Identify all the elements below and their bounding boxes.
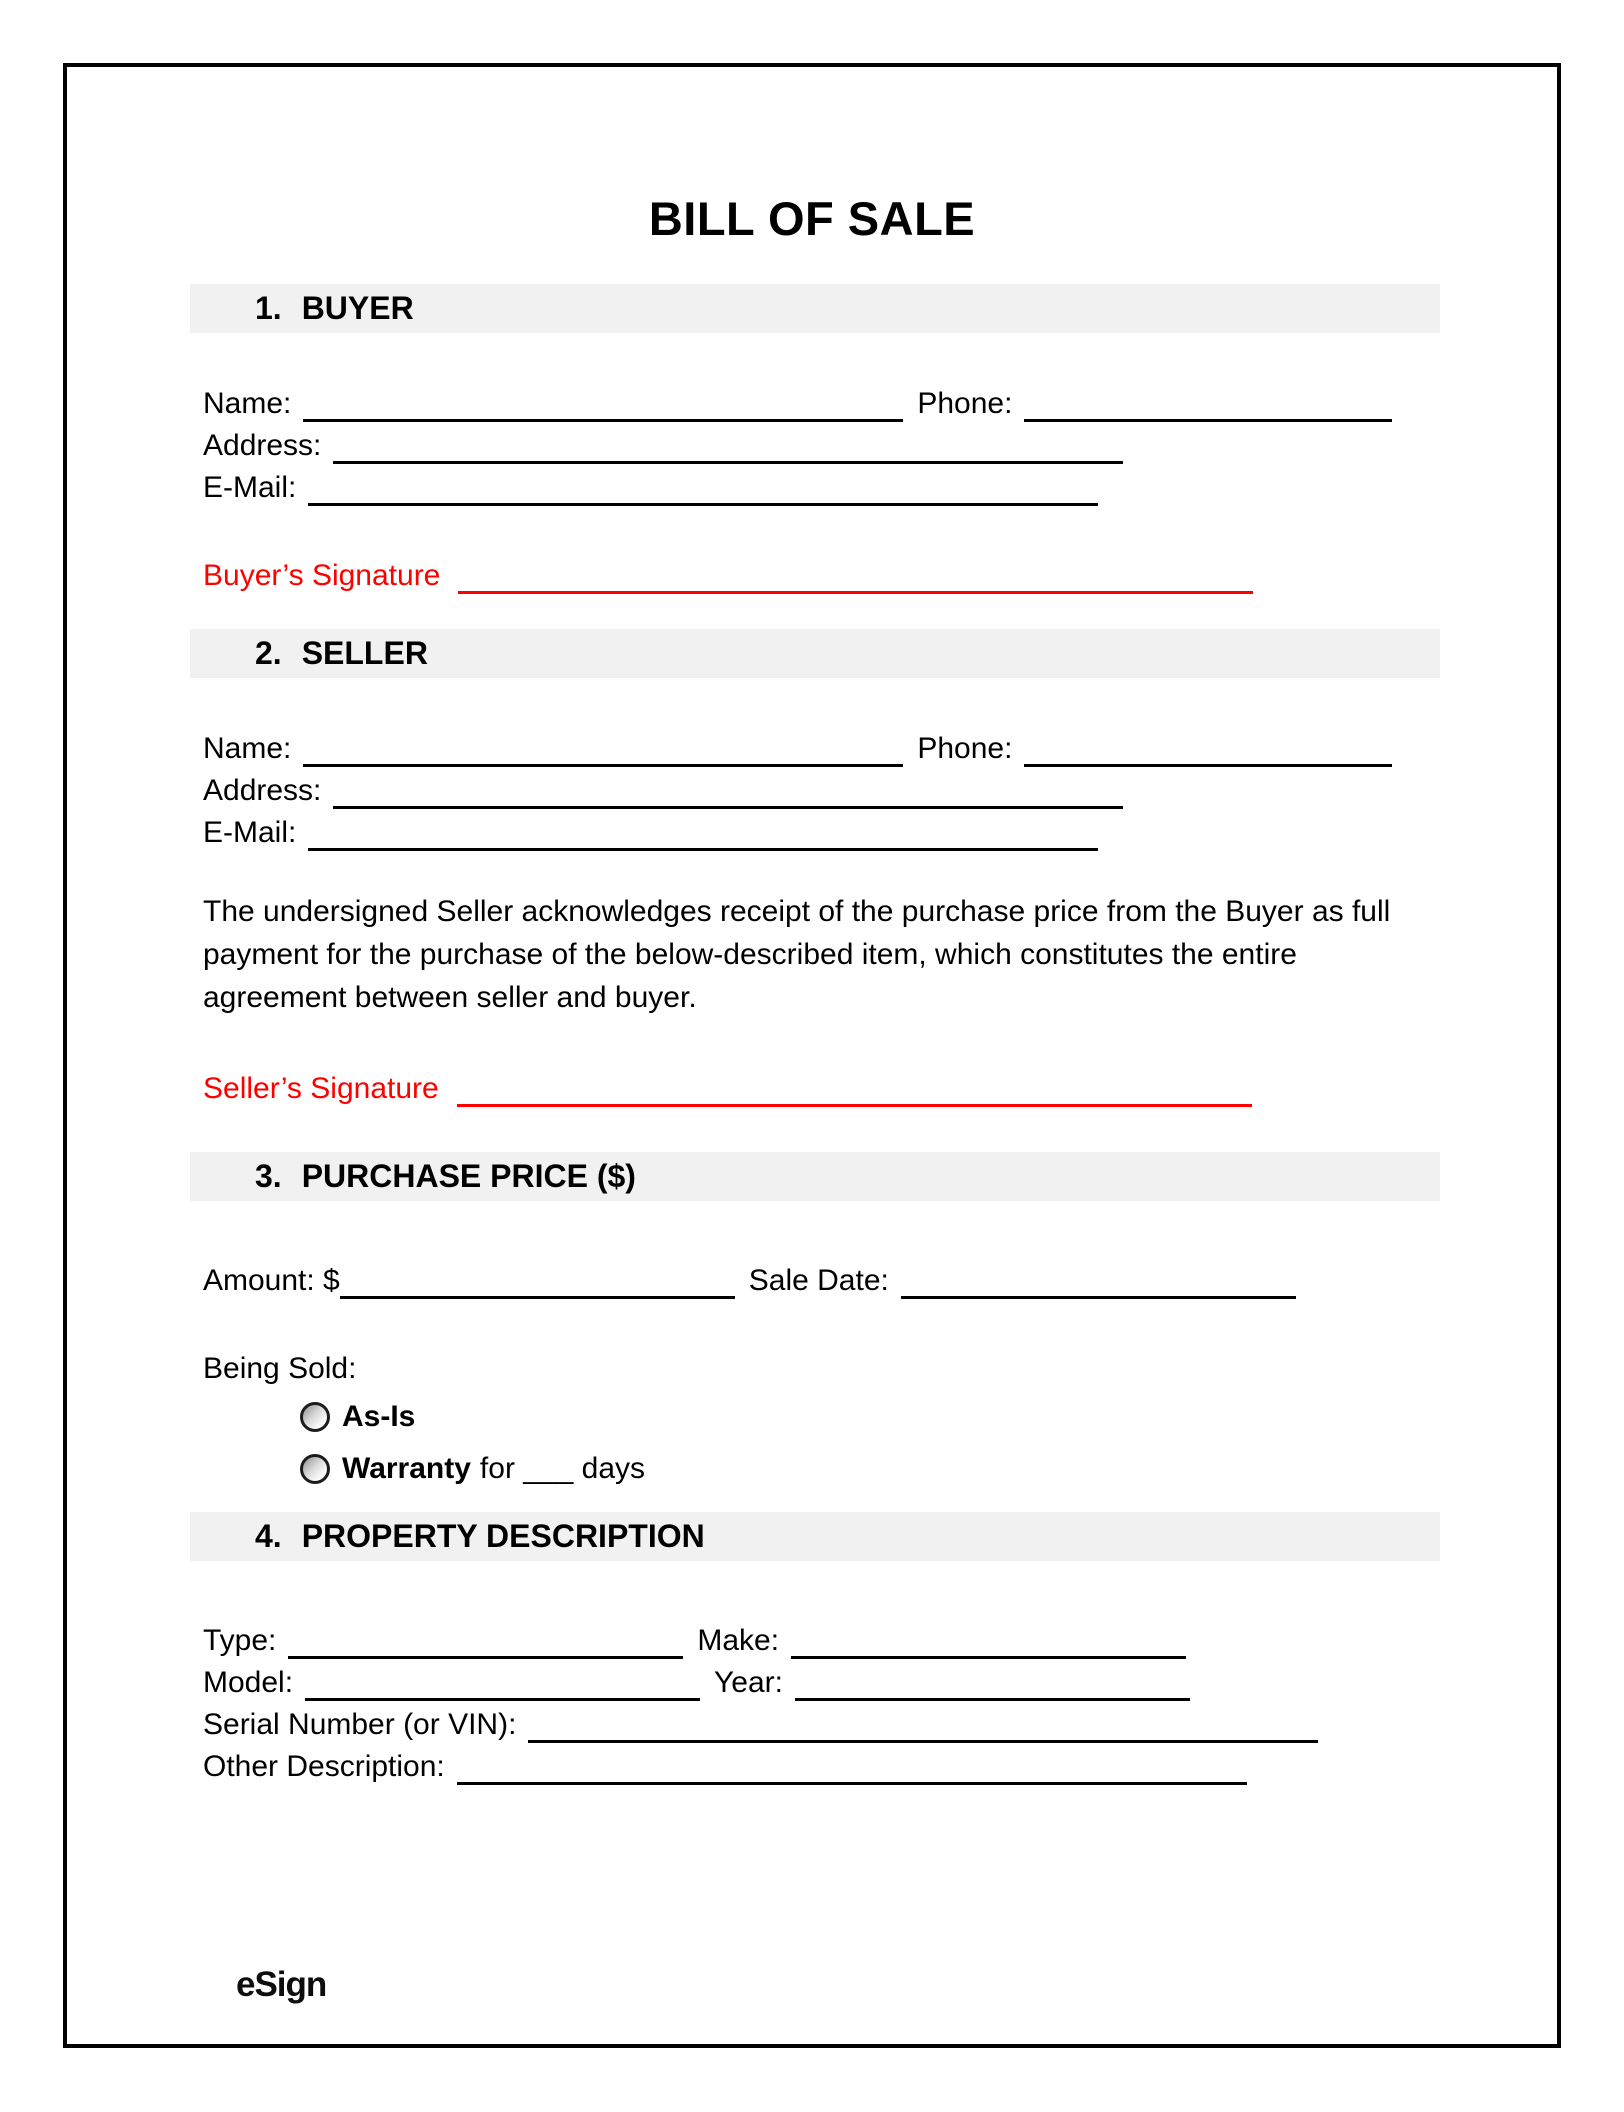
being-sold-row <box>203 1348 356 1390</box>
seller-name-label: Name: <box>203 732 292 765</box>
year-field[interactable] <box>795 1668 1190 1701</box>
seller-signature-row <box>203 1068 1252 1110</box>
amount-label: Amount: $ <box>203 1264 340 1297</box>
serial-number-row <box>203 1704 1318 1746</box>
buyer-email-label: E-Mail: <box>203 471 297 504</box>
purchase-price-section-header <box>190 1152 1440 1201</box>
document-page <box>63 63 1561 2048</box>
seller-email-row <box>203 812 1098 854</box>
as-is-option-label: As-Is <box>342 1400 416 1433</box>
seller-phone-label: Phone: <box>917 732 1013 765</box>
seller-phone-field[interactable] <box>1024 734 1392 767</box>
other-description-field[interactable] <box>457 1752 1247 1785</box>
seller-email-field[interactable] <box>308 818 1098 851</box>
buyer-signature-field[interactable] <box>458 561 1253 594</box>
warranty-option-suffix: for ___ days <box>479 1452 646 1485</box>
seller-acknowledgment-paragraph: The undersigned Seller acknowledges receipt of the purchase price from the Buyer as full payment for the purchase of the below-described item, which constitutes the entire agreement between seller and buyer. <box>203 895 1391 1014</box>
seller-name-field[interactable] <box>303 734 903 767</box>
seller-section-title: SELLER <box>301 635 428 671</box>
being-sold-label: Being Sold: <box>203 1352 357 1385</box>
buyer-section-number: 1. <box>255 290 282 326</box>
other-description-row <box>203 1746 1247 1788</box>
buyer-phone-label: Phone: <box>917 387 1013 420</box>
seller-signature-field[interactable] <box>457 1074 1252 1107</box>
buyer-name-label: Name: <box>203 387 292 420</box>
buyer-email-row <box>203 467 1098 509</box>
buyer-address-label: Address: <box>203 429 322 462</box>
serial-number-label: Serial Number (or VIN): <box>203 1708 517 1741</box>
buyer-section-title: BUYER <box>301 290 414 326</box>
buyer-name-row <box>203 383 1392 425</box>
as-is-radio-button[interactable] <box>300 1402 330 1432</box>
seller-section-number: 2. <box>255 635 282 671</box>
seller-signature-label: Seller’s Signature <box>203 1072 439 1105</box>
other-description-label: Other Description: <box>203 1750 445 1783</box>
buyer-signature-label: Buyer’s Signature <box>203 559 441 592</box>
amount-row <box>203 1260 1296 1302</box>
warranty-option-row <box>300 1447 645 1491</box>
seller-section-header <box>190 629 1440 678</box>
warranty-option-label: Warranty <box>342 1452 471 1485</box>
make-label: Make: <box>697 1624 780 1657</box>
amount-field[interactable] <box>340 1266 735 1299</box>
type-label: Type: <box>203 1624 277 1657</box>
as-is-option-row <box>300 1395 415 1439</box>
buyer-signature-row <box>203 555 1253 597</box>
model-label: Model: <box>203 1666 294 1699</box>
buyer-phone-field[interactable] <box>1024 389 1392 422</box>
seller-name-row <box>203 728 1392 770</box>
buyer-address-row <box>203 425 1123 467</box>
sale-date-label: Sale Date: <box>748 1264 889 1297</box>
warranty-radio-button[interactable] <box>300 1454 330 1484</box>
property-section-title: PROPERTY DESCRIPTION <box>301 1518 705 1554</box>
seller-address-label: Address: <box>203 774 322 807</box>
buyer-section-header <box>190 284 1440 333</box>
seller-address-row <box>203 770 1123 812</box>
buyer-address-field[interactable] <box>333 431 1123 464</box>
purchase-price-section-title: PURCHASE PRICE ($) <box>301 1158 636 1194</box>
type-make-row <box>203 1620 1186 1662</box>
model-year-row <box>203 1662 1190 1704</box>
year-label: Year: <box>714 1666 783 1699</box>
property-section-header <box>190 1512 1440 1561</box>
sale-date-field[interactable] <box>901 1266 1296 1299</box>
property-section-number: 4. <box>255 1518 282 1554</box>
type-field[interactable] <box>288 1626 683 1659</box>
page-title: BILL OF SALE <box>648 192 976 245</box>
purchase-price-section-number: 3. <box>255 1158 282 1194</box>
make-field[interactable] <box>791 1626 1186 1659</box>
buyer-email-field[interactable] <box>308 473 1098 506</box>
buyer-name-field[interactable] <box>303 389 903 422</box>
esign-logo: eSign <box>236 1965 327 2004</box>
seller-email-label: E-Mail: <box>203 816 297 849</box>
seller-address-field[interactable] <box>333 776 1123 809</box>
model-field[interactable] <box>305 1668 700 1701</box>
serial-number-field[interactable] <box>528 1710 1318 1743</box>
